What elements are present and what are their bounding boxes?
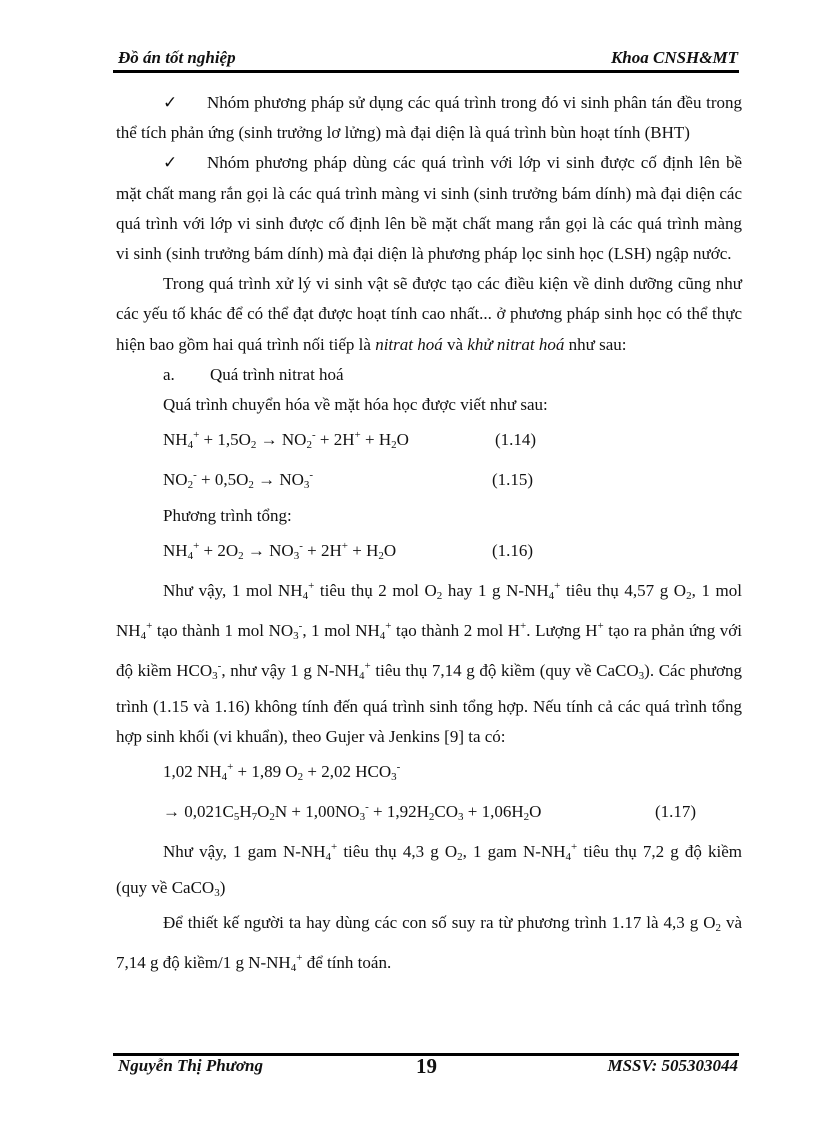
equation-1-16: $NH_4^+ + 2O_2 \to NO_3^- + 2H^+ + H_2O$ (1.16) [163, 539, 534, 562]
section-heading: a. Quá trình nitrat hoá [163, 364, 344, 384]
header-rule [113, 70, 739, 73]
paragraph: Để thiết kế người ta hay dùng các con số suy ra từ phương trình 1.17 là 4,3 g $O_2$ và 7,14 g độ kiềm/1 g $N-NH_4^+$ để tính toán. [116, 912, 742, 975]
text-line: Phương trình tổng: [163, 505, 292, 525]
footer-student-id: MSSV: 505303044 [607, 1056, 738, 1075]
paragraph: Như vậy, 1 mol $NH_4^+$ tiêu thụ 2 mol $O_2$ hay 1 g $N-NH_4^+$ tiêu thụ 4,57 g $O_2$, 1 mol $NH_4^+$ tạo thành 1 mol $NO_3^-$, 1 mol $NH_4^+$ tạo thành 2 mol H+. Lượng H+ tạo ra phản ứng với độ kiềm $HCO_3^-$, như vậy 1 g $N-NH_4^+$ tiêu thụ 7,14 g độ kiềm (quy về CaCO$_3$). Các phương trình (1.15 và 1.16) không tính đến quá trình sinh tổng hợp. Nếu tính cả các quá trình tổng hợp sinh khối (vi khuẩn), theo Gujer và Jenkins [9] ta có: [116, 580, 742, 746]
page-body [116, 88, 742, 983]
bullet-text: Nhóm phương pháp dùng các quá trình với lớp vi sinh được cố định lên bề mặt chất mang rắn gọi là các quá trình màng vi sinh (sinh trưởng bám dính) mà đại diện các quá trình với lớp vi sinh được cố định lên bề mặt chất mang rắn gọi là các quá trình màng vi sinh (sinh trưởng bám dính) mà đại diện là phương pháp lọc sinh học (LSH) ngập nước. [116, 153, 742, 264]
header-left: Đồ án tốt nghiệp [118, 48, 236, 67]
equation-1-17-line-1: 1,02 $NH_4^+ + 1,89$ $O_2 + 2,02$ $HCO_3^-$ [163, 761, 401, 784]
footer-author: Nguyễn Thị Phương [118, 1056, 263, 1075]
equation-1-17-line-2: → $0,021C_5H_7O_2N + 1,00NO_3^- + 1,92H_2CO_3 + 1,06H_2O$ (1.17) [163, 801, 697, 824]
paragraph: Như vậy, 1 gam $N-NH_4^+$ tiêu thụ 4,3 g $O_2$, 1 gam $N-NH_4^+$ tiêu thụ 7,2 g độ kiềm (quy về CaCO$_3$) [116, 841, 742, 899]
page-number: 19 [416, 1054, 437, 1078]
bullet-text: Nhóm phương pháp sử dụng các quá trình trong đó vi sinh phân tán đều trong thể tích phản ứng (sinh trưởng lơ lửng) mà đại diện là quá trình bùn hoạt tính (BHT) [116, 93, 742, 143]
equation-1-15: $NO_2^- + 0,5O_2 \to NO_3^-$ (1.15) [163, 469, 534, 492]
paragraph: Trong quá trình xử lý vi sinh vật sẽ được tạo các điều kiện về dinh dưỡng cũng như các yếu tố khác để có thể đạt được hoạt tính cao nhất... ở phương pháp sinh học có thể thực hiện bao gồm hai quá trình nối tiếp là nitrat hoá và khử nitrat hoá như sau: [116, 274, 742, 354]
header-right: Khoa CNSH&MT [610, 48, 738, 67]
check-icon: ✓ [163, 153, 178, 173]
page-header [118, 48, 738, 70]
equation-1-14: $NH_4^+ + 1,5O_2 \to NO_2^- + 2H^+ + H_2O$ (1.14) [163, 429, 537, 452]
page-footer [118, 1056, 738, 1082]
bullet-item [116, 148, 742, 269]
check-icon: ✓ [163, 93, 178, 112]
bullet-item [116, 88, 742, 148]
text-line: Quá trình chuyển hóa về mặt hóa học được viết như sau: [163, 395, 548, 415]
